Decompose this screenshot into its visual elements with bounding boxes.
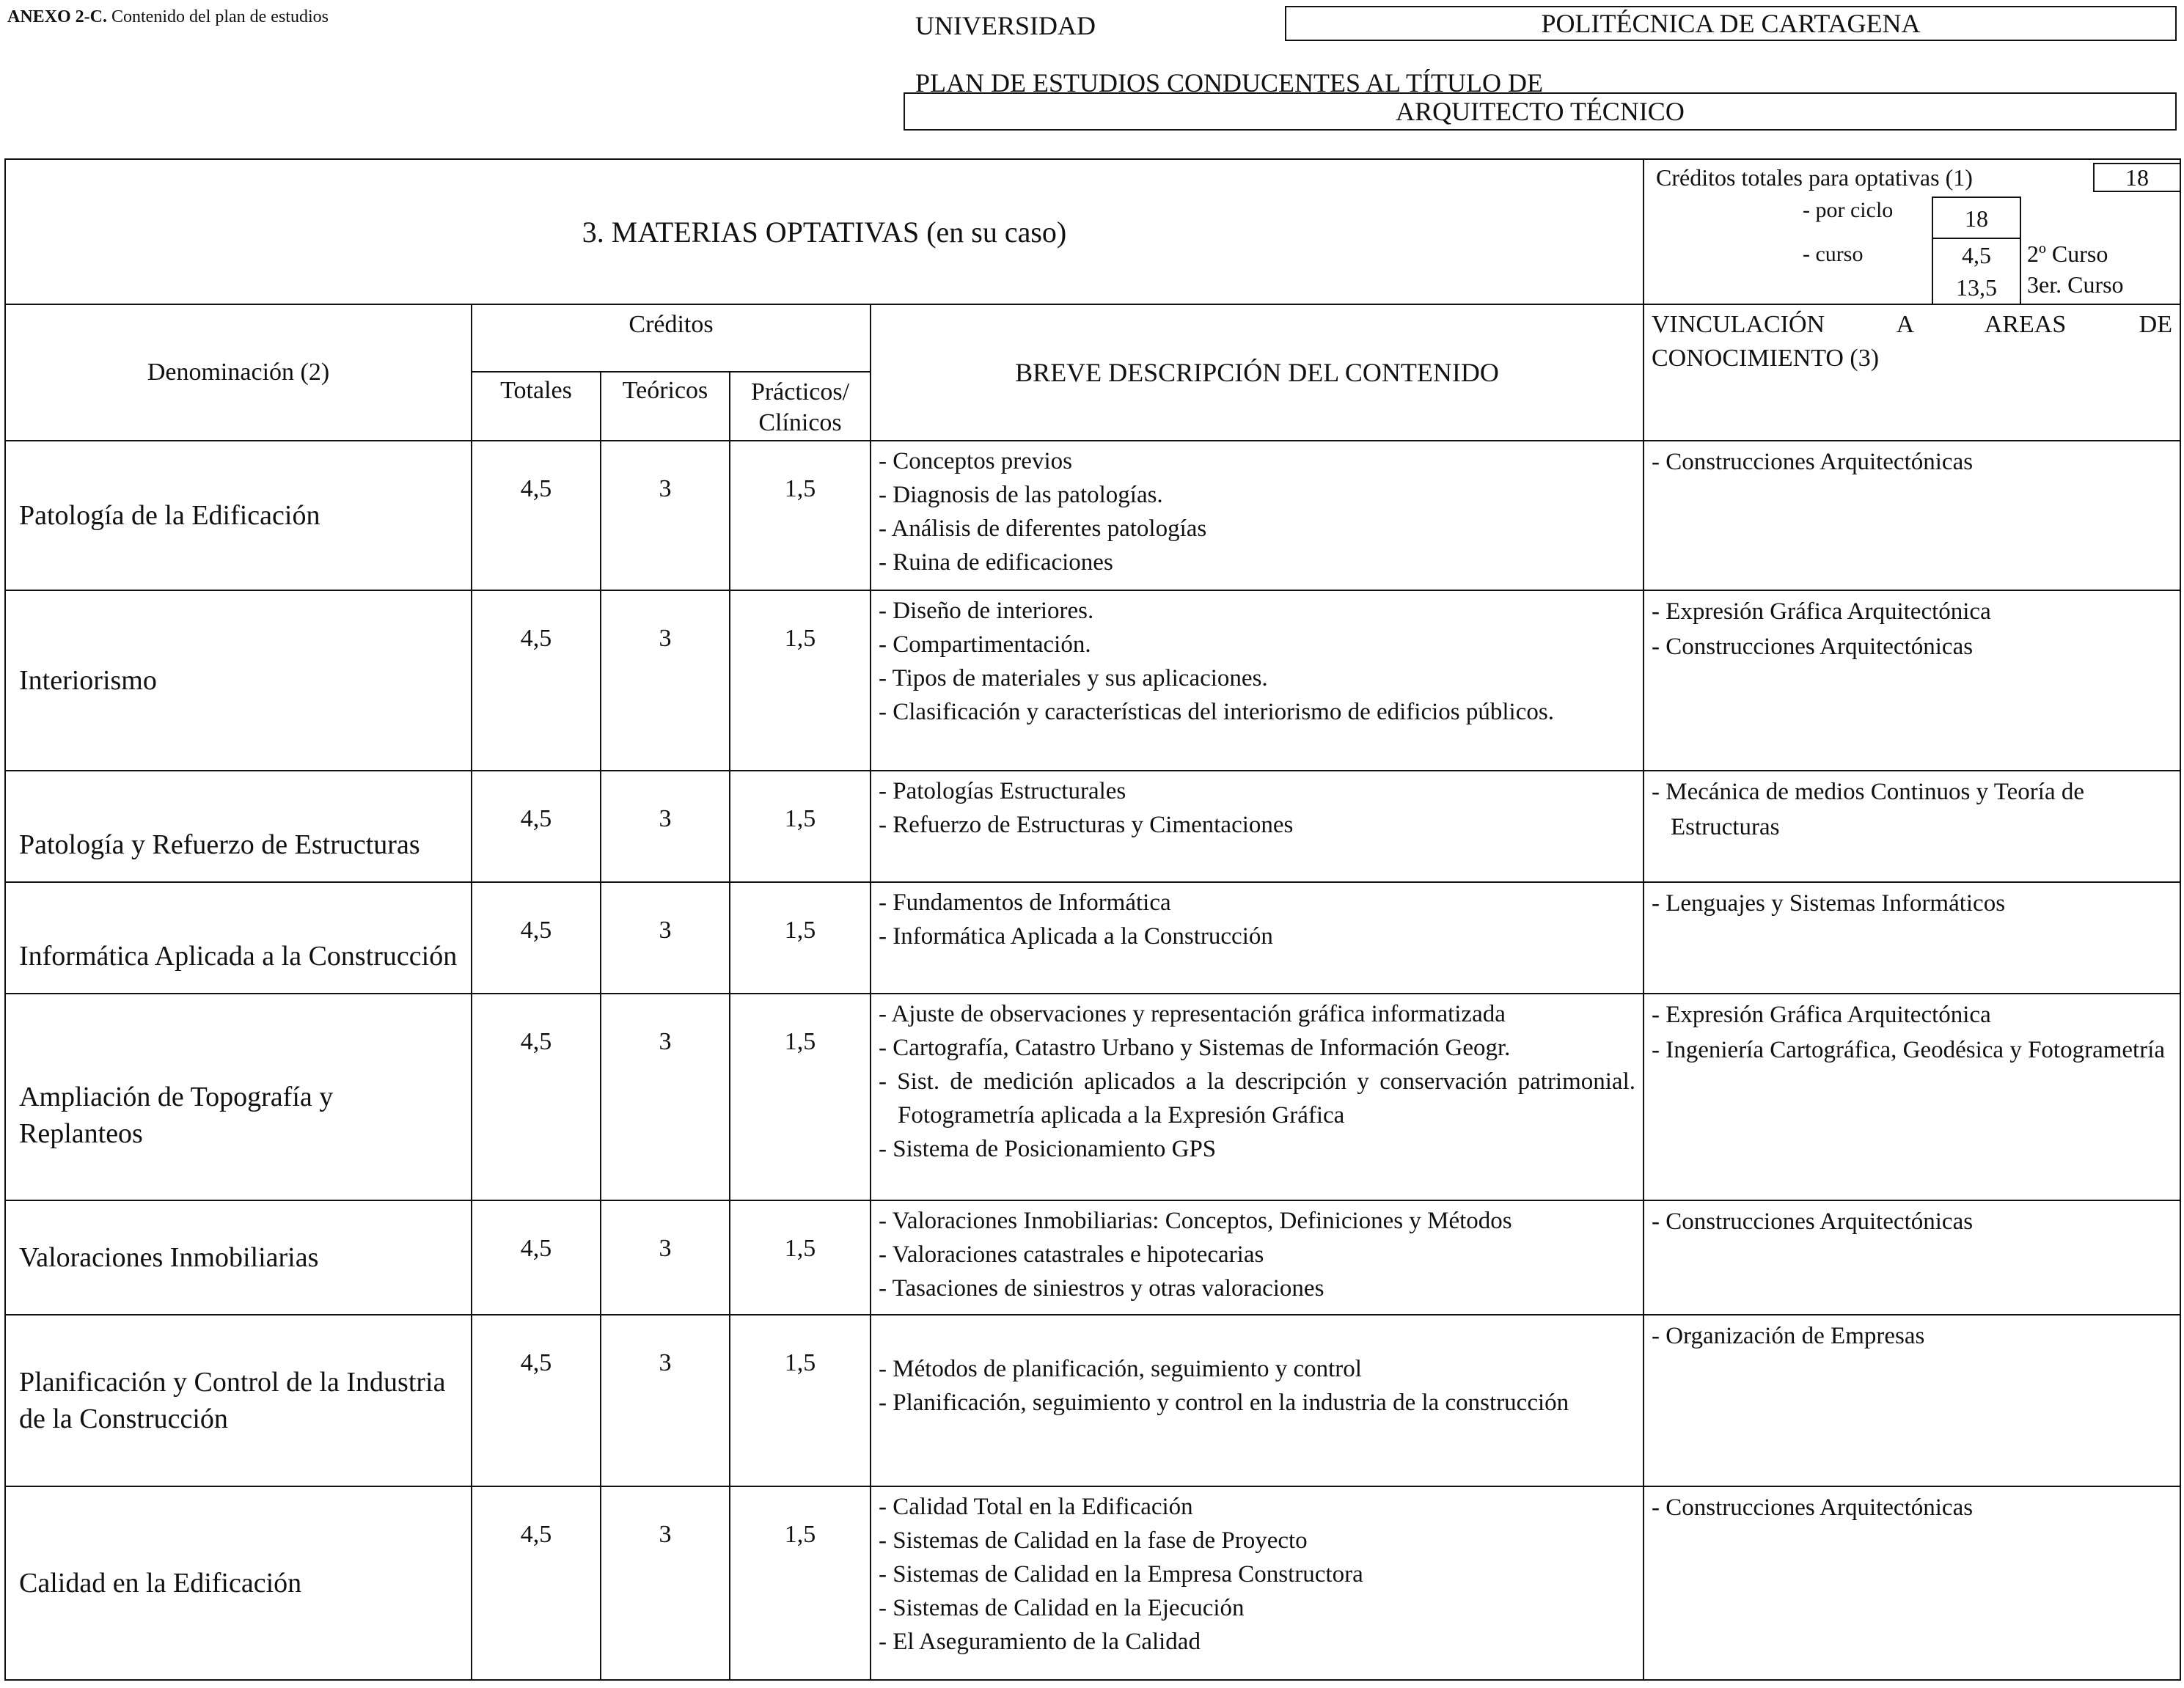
course-2-label: 2º Curso: [2027, 241, 2108, 267]
subject-name: Valoraciones Inmobiliarias: [5, 1200, 472, 1315]
credits-practice: 1,5: [730, 882, 871, 994]
description-line: - Compartimentación.: [879, 631, 1091, 658]
plan-label: PLAN DE ESTUDIOS CONDUCENTES AL TÍTULO DE: [915, 68, 1543, 98]
description-line: - Diagnosis de las patologías.: [879, 482, 1163, 508]
credits-total: 4,5: [472, 994, 601, 1200]
vinculacion-header-line-1: VINCULACIÓN A AREAS DE: [1652, 311, 2172, 338]
description-line: - El Aseguramiento de la Calidad: [879, 1629, 1201, 1655]
description-line: - Ruina de edificaciones: [879, 549, 1113, 576]
knowledge-areas: [1644, 1486, 2180, 1680]
per-cycle-value: 18: [1932, 197, 2021, 239]
credits-theory: 3: [601, 1486, 730, 1680]
credits-practice: 1,5: [730, 441, 871, 590]
table-row: [5, 771, 2180, 882]
subject-name: Ampliación de Topografía y Replanteos: [5, 994, 472, 1200]
annex-heading: [7, 7, 329, 27]
practicos-line-1: Prácticos/: [750, 378, 850, 406]
knowledge-areas: [1644, 994, 2180, 1200]
description-line: - Análisis de diferentes patologías: [879, 515, 1207, 542]
col-header-teoricos: Teóricos: [601, 372, 730, 441]
description-line: - Sistemas de Calidad en la fase de Proyecto: [879, 1527, 1308, 1554]
credits-total: 4,5: [472, 1200, 601, 1315]
area-line: - Construcciones Arquitectónicas: [1652, 634, 1974, 660]
description-line: - Sistemas de Calidad en la Empresa Constructora: [879, 1561, 1363, 1588]
subject-name: Informática Aplicada a la Construcción: [5, 882, 472, 994]
credits-theory: 3: [601, 1200, 730, 1315]
col-header-descripcion: BREVE DESCRIPCIÓN DEL CONTENIDO: [871, 304, 1644, 441]
knowledge-areas: [1644, 1315, 2180, 1486]
university-label: UNIVERSIDAD: [915, 11, 1096, 40]
credits-practice: 1,5: [730, 771, 871, 882]
table-row: [5, 882, 2180, 994]
description-line: - Métodos de planificación, seguimiento y control: [879, 1356, 1362, 1382]
description-line: - Diseño de interiores.: [879, 598, 1094, 624]
description-line: - Tipos de materiales y sus aplicaciones.: [879, 665, 1268, 691]
content-description: [871, 441, 1644, 590]
credits-practice: 1,5: [730, 1315, 871, 1486]
content-description: [871, 771, 1644, 882]
per-course-values: [1932, 238, 2021, 304]
degree-title-box: ARQUITECTO TÉCNICO: [904, 92, 2177, 131]
description-line: - Sistema de Posicionamiento GPS: [879, 1136, 1217, 1162]
credits-total: 4,5: [472, 441, 601, 590]
annex-number: ANEXO 2-C.: [7, 7, 107, 26]
table-row: [5, 1486, 2180, 1680]
col-header-totales: Totales: [472, 372, 601, 441]
description-line: - Patologías Estructurales: [879, 778, 1126, 804]
description-line: - Valoraciones catastrales e hipotecarias: [879, 1241, 1264, 1268]
subject-name: Interiorismo: [5, 590, 472, 771]
knowledge-areas: [1644, 441, 2180, 590]
table-row: [5, 1200, 2180, 1315]
knowledge-areas: [1644, 1200, 2180, 1315]
credits-theory: 3: [601, 441, 730, 590]
description-line: - Tasaciones de siniestros y otras valoraciones: [879, 1275, 1324, 1302]
table-row: [5, 1315, 2180, 1486]
credits-total: 4,5: [472, 1486, 601, 1680]
description-line: - Fundamentos de Informática: [879, 889, 1171, 916]
description-line: - Planificación, seguimiento y control en la industria de la construcción: [879, 1390, 1569, 1416]
area-line: - Construcciones Arquitectónicas: [1652, 1208, 1974, 1235]
content-description: [871, 882, 1644, 994]
credits-total: 4,5: [472, 882, 601, 994]
description-line: - Sist. de medición aplicados a la descripción y conservación patrimonial. Fotogrametría aplicada a la Expresión Gráfica: [879, 1068, 1635, 1129]
description-line: - Cartografía, Catastro Urbano y Sistemas de Información Geogr.: [879, 1035, 1511, 1061]
col-header-practicos: [730, 372, 871, 441]
section-title: 3. MATERIAS OPTATIVAS (en su caso): [5, 159, 1644, 304]
area-line: - Construcciones Arquitectónicas: [1652, 449, 1974, 475]
credits-practice: 1,5: [730, 590, 871, 771]
per-course-label: - curso: [1803, 242, 1864, 266]
content-description: [871, 1315, 1644, 1486]
course-3-label: 3er. Curso: [2027, 271, 2124, 298]
col-header-creditos: Créditos: [472, 304, 871, 372]
area-line: - Expresión Gráfica Arquitectónica: [1652, 598, 1991, 625]
vinculacion-header-line-2: CONOCIMIENTO (3): [1652, 345, 1880, 372]
description-line: - Conceptos previos: [879, 448, 1072, 474]
description-line: - Calidad Total en la Edificación: [879, 1494, 1193, 1520]
area-line: - Construcciones Arquitectónicas: [1652, 1494, 1974, 1521]
description-line: - Sistemas de Calidad en la Ejecución: [879, 1595, 1245, 1621]
university-value-box: POLITÉCNICA DE CARTAGENA: [1285, 6, 2177, 41]
description-line: - Refuerzo de Estructuras y Cimentaciones: [879, 812, 1294, 838]
credits-theory: 3: [601, 994, 730, 1200]
credits-theory: 3: [601, 590, 730, 771]
credits-theory: 3: [601, 882, 730, 994]
credits-theory: 3: [601, 1315, 730, 1486]
total-credits-label: Créditos totales para optativas (1): [1656, 164, 1973, 191]
content-description: [871, 590, 1644, 771]
area-line: - Expresión Gráfica Arquitectónica: [1652, 1002, 1991, 1028]
credits-total: 4,5: [472, 590, 601, 771]
knowledge-areas: [1644, 882, 2180, 994]
annex-text: Contenido del plan de estudios: [107, 7, 329, 26]
col-header-vinculacion: [1644, 304, 2180, 441]
course-2-credits: 4,5: [1962, 242, 1991, 268]
credits-practice: 1,5: [730, 994, 871, 1200]
subject-name: Planificación y Control de la Industria de la Construcción: [5, 1315, 472, 1486]
credits-total: 4,5: [472, 1315, 601, 1486]
description-line: - Valoraciones Inmobiliarias: Conceptos, Definiciones y Métodos: [879, 1208, 1512, 1234]
content-description: [871, 1486, 1644, 1680]
subject-name: Calidad en la Edificación: [5, 1486, 472, 1680]
credits-theory: 3: [601, 771, 730, 882]
area-line: - Mecánica de medios Continuos y Teoría de Estructuras: [1652, 779, 2085, 840]
total-credits-value: 18: [2093, 163, 2181, 192]
credits-practice: 1,5: [730, 1486, 871, 1680]
subject-name: Patología y Refuerzo de Estructuras: [5, 771, 472, 882]
description-line: - Ajuste de observaciones y representación gráfica informatizada: [879, 1001, 1506, 1027]
knowledge-areas: [1644, 771, 2180, 882]
per-cycle-label: - por ciclo: [1803, 198, 1894, 222]
description-line: - Informática Aplicada a la Construcción: [879, 923, 1273, 950]
knowledge-areas: [1644, 590, 2180, 771]
subject-name: Patología de la Edificación: [5, 441, 472, 590]
optional-subjects-table: [4, 158, 2181, 1681]
table-row: [5, 441, 2180, 590]
table-row: [5, 994, 2180, 1200]
practicos-line-2: Clínicos: [758, 409, 842, 436]
area-line: - Organización de Empresas: [1652, 1323, 1925, 1349]
col-header-denominacion: Denominación (2): [5, 304, 472, 441]
area-line: - Lenguajes y Sistemas Informáticos: [1652, 890, 2006, 917]
area-line: - Ingeniería Cartográfica, Geodésica y Fotogrametría: [1652, 1037, 2166, 1063]
description-line: - Clasificación y características del interiorismo de edificios públicos.: [879, 699, 1554, 725]
content-description: [871, 994, 1644, 1200]
content-description: [871, 1200, 1644, 1315]
course-3-credits: 13,5: [1956, 274, 1997, 301]
credits-practice: 1,5: [730, 1200, 871, 1315]
table-row: [5, 590, 2180, 771]
credits-summary: [1644, 159, 2180, 304]
credits-total: 4,5: [472, 771, 601, 882]
